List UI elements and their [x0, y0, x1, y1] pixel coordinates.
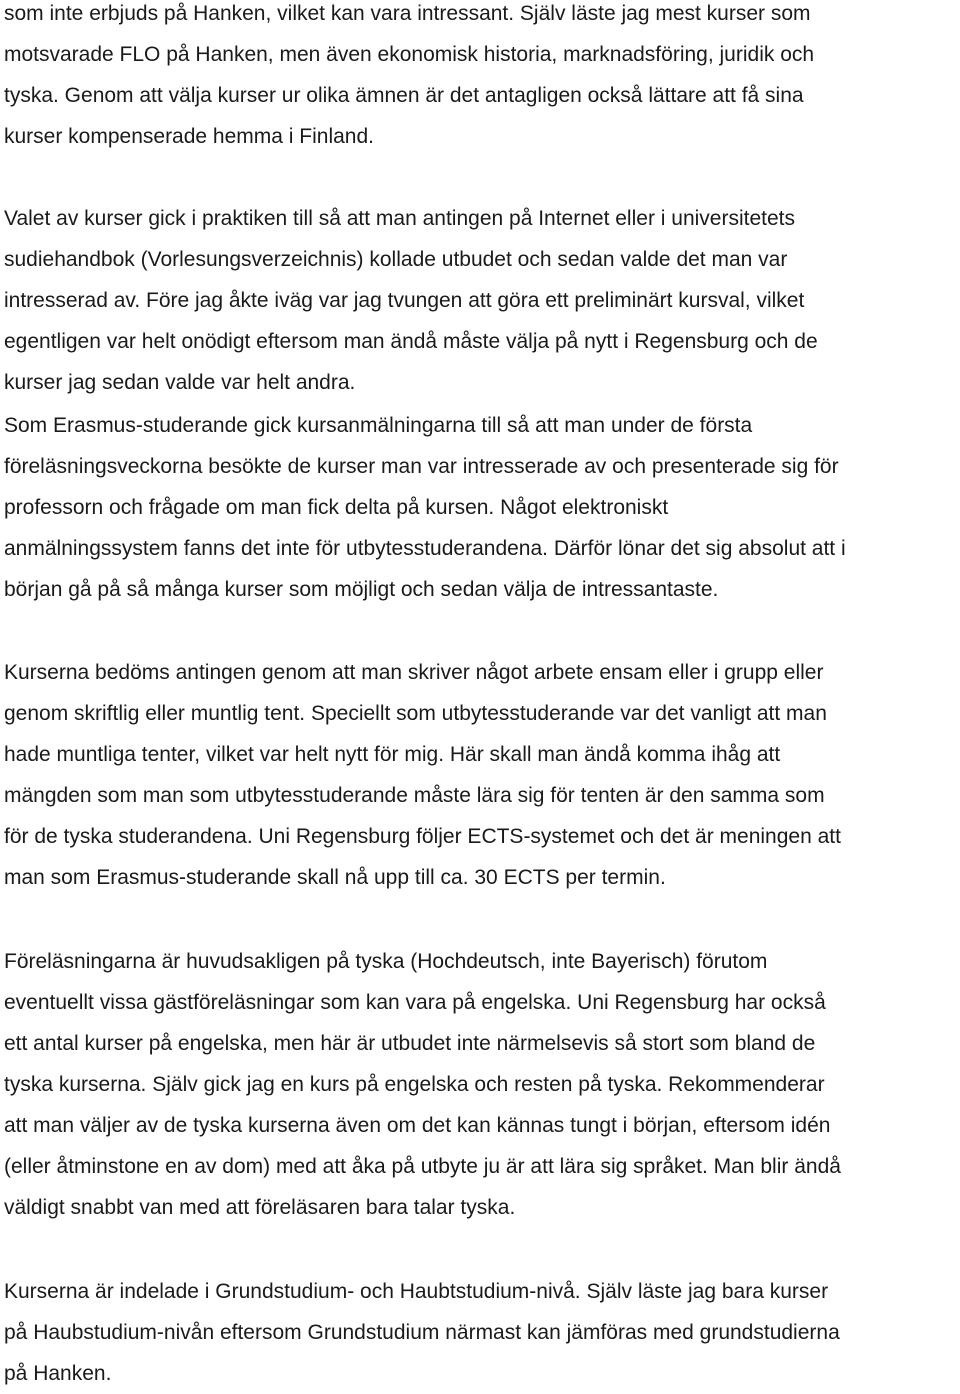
- text-line: kurser jag sedan valde var helt andra.: [4, 371, 356, 394]
- text-line: Föreläsningarna är huvudsakligen på tyska (Hochdeutsch, inte Bayerisch) förutom: [4, 950, 768, 973]
- text-line: Valet av kurser gick i praktiken till så att man antingen på Internet eller i universitetets: [4, 207, 795, 230]
- text-line: för de tyska studerandena. Uni Regensburg följer ECTS-systemet och det är meningen att: [4, 825, 841, 848]
- text-line: (eller åtminstone en av dom) med att åka på utbyte ju är att lära sig språket. Man blir ändå: [4, 1155, 841, 1178]
- text-line: hade muntliga tenter, vilket var helt nytt för mig. Här skall man ändå komma ihåg att: [4, 743, 781, 766]
- text-line: mängden som man som utbytesstuderande måste lära sig för tenten är den samma som: [4, 784, 825, 807]
- text-line: anmälningssystem fanns det inte för utbytesstuderandena. Därför lönar det sig absolut att i: [4, 537, 846, 560]
- paragraph-study-levels: [4, 1271, 956, 1394]
- text-line: början gå på så många kurser som möjligt och sedan välja de intressantaste.: [4, 578, 719, 601]
- text-line: Som Erasmus-studerande gick kursanmälningarna till så att man under de första: [4, 414, 753, 437]
- text-line: intresserad av. Före jag åkte iväg var jag tvungen att göra ett preliminärt kursval, vilket: [4, 289, 805, 312]
- text-line: egentligen var helt onödigt eftersom man ändå måste välja på nytt i Regensburg och de: [4, 330, 818, 353]
- text-line: Kurserna är indelade i Grundstudium- och Haubtstudium-nivå. Själv läste jag bara kurser: [4, 1280, 829, 1303]
- text-line: väldigt snabbt van med att föreläsaren bara talar tyska.: [4, 1196, 516, 1219]
- text-line: kurser kompenserade hemma i Finland.: [4, 125, 375, 148]
- paragraph-course-selection: [4, 0, 956, 157]
- paragraph-lecture-language: [4, 941, 956, 1228]
- paragraph-course-registration: [4, 405, 956, 610]
- text-line: genom skriftlig eller muntlig tent. Speciellt som utbytesstuderande var det vanligt att man: [4, 702, 827, 725]
- text-line: tyska kurserna. Själv gick jag en kurs på engelska och resten på tyska. Rekommenderar: [4, 1073, 825, 1096]
- text-line: på Hanken.: [4, 1362, 112, 1385]
- text-line: som inte erbjuds på Hanken, vilket kan vara intressant. Själv läste jag mest kurser som: [4, 2, 811, 25]
- text-line: motsvarade FLO på Hanken, men även ekonomisk historia, marknadsföring, juridik och: [4, 43, 815, 66]
- text-line: professorn och frågade om man fick delta på kursen. Något elektroniskt: [4, 496, 669, 519]
- text-line: Kurserna bedöms antingen genom att man skriver något arbete ensam eller i grupp eller: [4, 661, 824, 684]
- paragraph-course-choice-process: [4, 198, 956, 403]
- text-line: man som Erasmus-studerande skall nå upp till ca. 30 ECTS per termin.: [4, 866, 666, 889]
- text-line: föreläsningsveckorna besökte de kurser man var intresserade av och presenterade sig för: [4, 455, 839, 478]
- paragraph-assessment: [4, 652, 956, 898]
- text-line: sudiehandbok (Vorlesungsverzeichnis) kollade utbudet och sedan valde det man var: [4, 248, 788, 271]
- text-line: eventuellt vissa gästföreläsningar som kan vara på engelska. Uni Regensburg har också: [4, 991, 826, 1014]
- text-line: tyska. Genom att välja kurser ur olika ämnen är det antagligen också lättare att få sina: [4, 84, 804, 107]
- text-line: att man väljer av de tyska kurserna även om det kan kännas tungt i början, eftersom idén: [4, 1114, 831, 1137]
- text-line: ett antal kurser på engelska, men här är utbudet inte närmelsevis så stort som bland de: [4, 1032, 816, 1055]
- text-line: på Haubstudium-nivån eftersom Grundstudium närmast kan jämföras med grundstudierna: [4, 1321, 840, 1344]
